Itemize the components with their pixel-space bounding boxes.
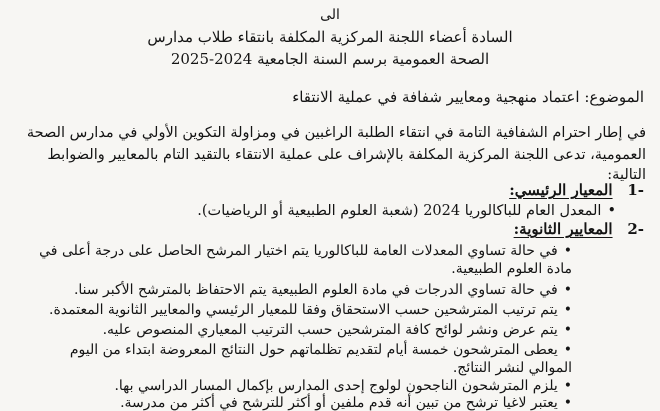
- section-2-item-2: • في حالة تساوي الدرجات في مادة العلوم الطبيعية يتم الاحتفاظ بالمترشح الأكبر سنا.: [74, 283, 572, 297]
- section-1-number: -1: [627, 181, 644, 199]
- section-2-title: المعايير الثانوية:: [513, 220, 613, 238]
- intro-line-3: التالية:: [607, 167, 646, 183]
- intro-line-1: في إطار احترام الشفافية التامة في انتقاء الطلبة الراغبين في ومزاولة التكوين الأولي في مدارس الصحة: [26, 125, 646, 141]
- section-1-item-1: • المعدل العام للباكالوريا 2024 (شعبة العلوم الطبيعية أو الرياضيات).: [197, 204, 616, 219]
- section-2-item-7: • يعتبر لاغيا ترشح من تبين أنه قدم ملفين أو أكثر للترشح في أكثر من مدرسة.: [120, 396, 572, 410]
- section-2-item-5: • يعطى المترشحون خمسة أيام لتقديم تظلماتهم حول النتائج المعروضة ابتداء من اليوم: [70, 343, 572, 357]
- section-2-item-1-cont: مادة العلوم الطبيعية.: [451, 261, 572, 277]
- section-2-number: -2: [627, 220, 644, 238]
- subject-line: [292, 90, 644, 105]
- section-2-item-3: • يتم ترتيب المترشحين حسب الاستحقاق وفقا للمعيار الرئيسي والمعايير الثانوية المعتمدة.: [49, 303, 572, 317]
- section-2-item-5-cont: الموالي لنشر النتائج.: [452, 360, 572, 376]
- section-2-heading: [514, 222, 644, 237]
- section-2-item-1: • في حالة تساوي المعدلات العامة للباكالوريا يتم اختيار المرشح الحاصل على درجة أعلى في: [39, 244, 572, 258]
- subject-label: الموضوع:: [584, 88, 644, 106]
- addressee-prefix: الى: [320, 7, 340, 23]
- section-1-heading: [509, 183, 644, 198]
- section-2-item-6: • يلزم المترشحون الناجحون لولوج إحدى المدارس بإكمال المسار الدراسي بها.: [114, 379, 572, 393]
- section-1-title: المعيار الرئيسي:: [509, 181, 613, 199]
- intro-line-2: العمومية، تدعى اللجنة المركزية المكلفة بالإشراف على عملية الانتقاء بالتقيد التام بالمعايير والضوابط: [47, 147, 646, 163]
- section-2-item-4: • يتم عرض ونشر لوائح كافة المترشحين حسب الترتيب المعياري المنصوص عليه.: [103, 323, 572, 337]
- recipients-line-1: السادة أعضاء اللجنة المركزية المكلفة بانتقاء طلاب مدارس: [147, 28, 513, 46]
- subject-text: اعتماد منهجية ومعايير شفافة في عملية الانتقاء: [292, 88, 580, 106]
- recipients-line-2: الصحة العمومية برسم السنة الجامعية 2024-2025: [170, 50, 490, 68]
